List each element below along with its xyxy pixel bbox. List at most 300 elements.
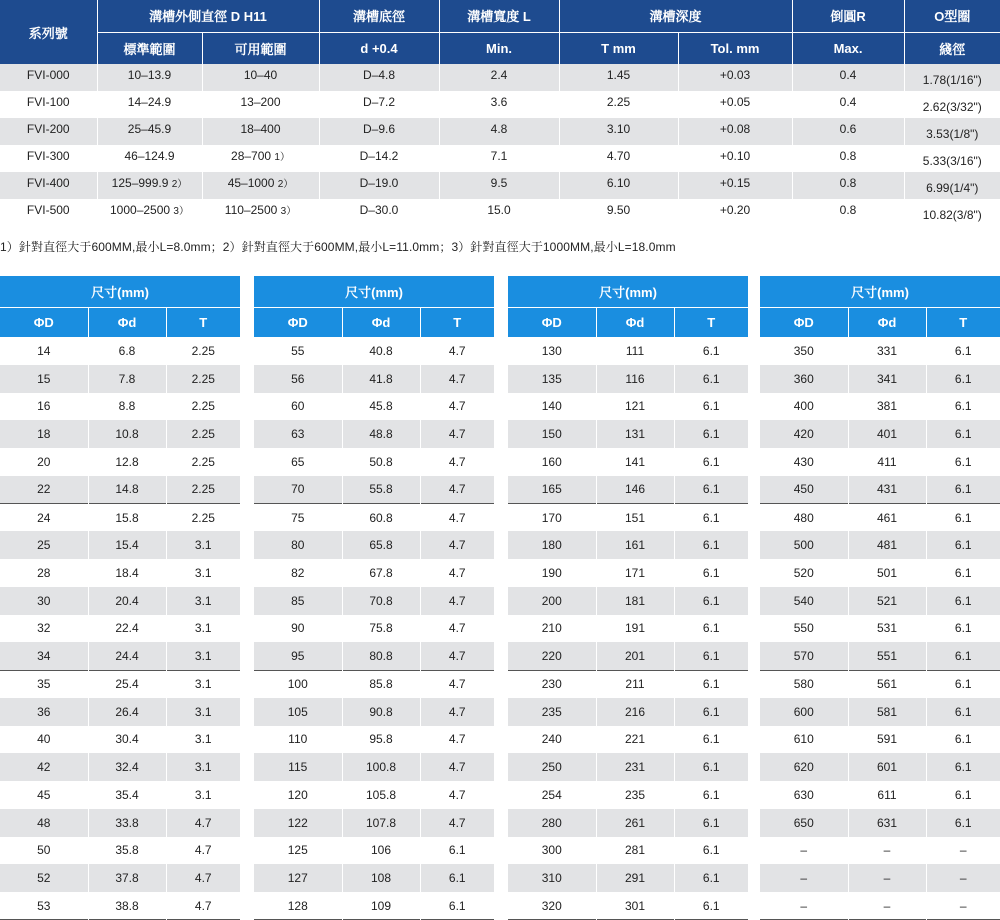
subheader-width-min: Min. — [439, 32, 559, 64]
cell-thickness: 4.7 — [420, 615, 494, 643]
cell-thickness: 6.1 — [674, 559, 748, 587]
spec-cell-series — [0, 64, 97, 91]
cell-outer-diameter: 65 — [254, 448, 342, 476]
spec-cell-width — [439, 145, 559, 172]
cell-outer-diameter: 430 — [760, 448, 848, 476]
dimension-row — [0, 531, 240, 559]
dimension-row — [760, 531, 1000, 559]
dimension-row — [508, 587, 748, 615]
cell-outer-diameter: 550 — [760, 615, 848, 643]
cell-outer-diameter: 32 — [0, 615, 88, 643]
cell-outer-diameter: 320 — [508, 892, 596, 920]
cell-inner-diameter: 7.8 — [88, 365, 166, 393]
dimension-row — [0, 615, 240, 643]
cell-value: D–4.8 — [362, 68, 396, 82]
dimension-row — [508, 892, 748, 920]
cell-inner-diameter: 24.4 — [88, 642, 166, 670]
cell-outer-diameter: 180 — [508, 531, 596, 559]
header-groove-depth: 溝槽深度 — [559, 0, 792, 32]
footnote: 1）針對直徑大于600MM,最小L=8.0mm；2）針對直徑大于600MM,最小L=11.0mm；3）針對直徑大于1000MM,最小L=18.0mm — [0, 240, 676, 254]
dimension-row — [254, 420, 494, 448]
cell-value: 25–45.9 — [127, 122, 172, 136]
cell-thickness: 2.25 — [166, 393, 240, 421]
spec-cell-tol — [678, 118, 792, 145]
cell-inner-diameter: 20.4 — [88, 587, 166, 615]
cell-thickness: 4.7 — [420, 642, 494, 670]
cell-outer-diameter: 127 — [254, 864, 342, 892]
cell-thickness: 4.7 — [420, 698, 494, 726]
dimension-row — [508, 726, 748, 754]
cell-value: 5.33(3/16") — [922, 154, 982, 168]
cell-inner-diameter: 14.8 — [88, 476, 166, 504]
subheader-standard-range: 標準範圍 — [97, 32, 202, 64]
cell-thickness: 6.1 — [674, 892, 748, 920]
cell-outer-diameter: 50 — [0, 837, 88, 865]
cell-outer-diameter: 240 — [508, 726, 596, 754]
cell-inner-diameter: 12.8 — [88, 448, 166, 476]
spec-cell-standard — [97, 64, 202, 91]
dimension-row — [254, 864, 494, 892]
cell-value: 9.50 — [606, 203, 631, 217]
cell-inner-diameter: 108 — [342, 864, 420, 892]
cell-inner-diameter: – — [848, 892, 926, 920]
cell-outer-diameter: – — [760, 864, 848, 892]
column-header-thickness: T — [166, 307, 240, 337]
spec-cell-wire — [904, 145, 1000, 172]
cell-thickness: 2.25 — [166, 365, 240, 393]
dimension-row — [0, 365, 240, 393]
cell-inner-diameter: 601 — [848, 753, 926, 781]
cell-value: 2.4 — [490, 68, 508, 82]
cell-thickness: 4.7 — [420, 476, 494, 504]
dimension-row — [0, 587, 240, 615]
subheader-bottom-tolerance: d +0.4 — [319, 32, 439, 64]
cell-thickness: 6.1 — [674, 615, 748, 643]
dimension-row — [0, 726, 240, 754]
cell-inner-diameter: 25.4 — [88, 670, 166, 698]
cell-outer-diameter: 135 — [508, 365, 596, 393]
cell-outer-diameter: 110 — [254, 726, 342, 754]
dimension-row — [0, 337, 240, 365]
cell-thickness: 6.1 — [420, 864, 494, 892]
cell-thickness: 3.1 — [166, 642, 240, 670]
spec-cell-usable — [202, 199, 319, 226]
spec-cell-r — [792, 145, 904, 172]
cell-inner-diameter: 341 — [848, 365, 926, 393]
cell-outer-diameter: 280 — [508, 809, 596, 837]
cell-thickness: 6.1 — [674, 837, 748, 865]
cell-value: FVI-400 — [26, 176, 70, 190]
cell-thickness: 6.1 — [674, 504, 748, 532]
cell-footnote-marker: 1） — [274, 152, 290, 163]
dimension-row — [760, 448, 1000, 476]
cell-outer-diameter: 53 — [0, 892, 88, 920]
cell-value: FVI-500 — [26, 203, 70, 217]
cell-outer-diameter: 420 — [760, 420, 848, 448]
cell-inner-diameter: 146 — [596, 476, 674, 504]
dimension-row — [254, 337, 494, 365]
cell-footnote-marker: 3） — [173, 206, 189, 217]
spec-cell-standard — [97, 91, 202, 118]
spec-cell-depth — [559, 199, 678, 226]
cell-thickness: 6.1 — [674, 337, 748, 365]
cell-outer-diameter: 350 — [760, 337, 848, 365]
dimension-row — [254, 753, 494, 781]
cell-inner-diameter: 109 — [342, 892, 420, 920]
spec-cell-usable — [202, 91, 319, 118]
column-header-thickness: T — [674, 307, 748, 337]
dimension-row — [254, 837, 494, 865]
cell-outer-diameter: 95 — [254, 642, 342, 670]
cell-value: 6.10 — [606, 176, 631, 190]
cell-thickness: 4.7 — [420, 753, 494, 781]
spec-cell-standard — [97, 145, 202, 172]
cell-thickness: – — [926, 837, 1000, 865]
cell-value: 7.1 — [490, 149, 508, 163]
cell-outer-diameter: 230 — [508, 670, 596, 698]
cell-thickness: 3.1 — [166, 753, 240, 781]
cell-inner-diameter: 100.8 — [342, 753, 420, 781]
cell-outer-diameter: 18 — [0, 420, 88, 448]
cell-inner-diameter: 581 — [848, 698, 926, 726]
dimension-row — [0, 864, 240, 892]
cell-thickness: 4.7 — [420, 670, 494, 698]
cell-value: 4.8 — [490, 122, 508, 136]
cell-outer-diameter: 400 — [760, 393, 848, 421]
cell-value: FVI-300 — [26, 149, 70, 163]
cell-thickness: 6.1 — [926, 698, 1000, 726]
cell-outer-diameter: 105 — [254, 698, 342, 726]
dimension-row — [0, 420, 240, 448]
cell-outer-diameter: 16 — [0, 393, 88, 421]
column-header-outer-diameter: ΦD — [508, 307, 596, 337]
dimension-row — [508, 781, 748, 809]
cell-outer-diameter: – — [760, 892, 848, 920]
dimension-table-title: 尺寸(mm) — [508, 276, 748, 307]
cell-outer-diameter: 200 — [508, 587, 596, 615]
cell-inner-diameter: 95.8 — [342, 726, 420, 754]
cell-value: D–19.0 — [359, 176, 399, 190]
cell-outer-diameter: 125 — [254, 837, 342, 865]
cell-inner-diameter: 431 — [848, 476, 926, 504]
cell-value: 3.6 — [490, 95, 508, 109]
cell-thickness: 6.1 — [420, 837, 494, 865]
cell-value: D–7.2 — [362, 95, 396, 109]
cell-value: 28–700 — [231, 149, 272, 163]
spec-cell-wire — [904, 199, 1000, 226]
dimension-row — [508, 809, 748, 837]
cell-outer-diameter: 500 — [760, 531, 848, 559]
cell-inner-diameter: 301 — [596, 892, 674, 920]
cell-outer-diameter: 55 — [254, 337, 342, 365]
spec-cell-tol — [678, 172, 792, 199]
cell-value: 0.8 — [839, 176, 857, 190]
cell-thickness: 4.7 — [420, 337, 494, 365]
cell-thickness: 6.1 — [926, 781, 1000, 809]
dimension-row — [0, 642, 240, 670]
cell-inner-diameter: 121 — [596, 393, 674, 421]
cell-value: +0.05 — [719, 95, 751, 109]
column-header-thickness: T — [926, 307, 1000, 337]
dimension-row — [0, 476, 240, 504]
cell-outer-diameter: 480 — [760, 504, 848, 532]
spec-row — [0, 199, 1000, 226]
cell-inner-diameter: 481 — [848, 531, 926, 559]
dimension-table-1 — [0, 276, 240, 920]
dimension-row — [254, 559, 494, 587]
cell-inner-diameter: 80.8 — [342, 642, 420, 670]
dimension-row — [760, 559, 1000, 587]
dimension-row — [760, 698, 1000, 726]
cell-outer-diameter: 115 — [254, 753, 342, 781]
cell-outer-diameter: 52 — [0, 864, 88, 892]
cell-inner-diameter: 611 — [848, 781, 926, 809]
dimension-row — [760, 393, 1000, 421]
cell-thickness: 6.1 — [674, 781, 748, 809]
dimension-row — [760, 615, 1000, 643]
cell-outer-diameter: 120 — [254, 781, 342, 809]
dimension-row — [0, 670, 240, 698]
dimension-row — [760, 337, 1000, 365]
spec-table-body — [0, 64, 1000, 226]
spec-cell-r — [792, 64, 904, 91]
spec-cell-series — [0, 91, 97, 118]
cell-value: FVI-200 — [26, 122, 70, 136]
cell-outer-diameter: 35 — [0, 670, 88, 698]
dimension-row — [760, 837, 1000, 865]
cell-inner-diameter: 10.8 — [88, 420, 166, 448]
dimension-row — [0, 393, 240, 421]
spec-cell-wire — [904, 118, 1000, 145]
cell-thickness: 6.1 — [926, 642, 1000, 670]
cell-inner-diameter: 35.8 — [88, 837, 166, 865]
dimension-row — [508, 420, 748, 448]
cell-value: 3.53(1/8") — [926, 127, 979, 141]
header-chamfer-r: 倒圓R — [792, 0, 904, 32]
header-groove-width: 溝槽寬度 L — [439, 0, 559, 32]
column-header-inner-diameter: Φd — [596, 307, 674, 337]
spec-cell-usable — [202, 118, 319, 145]
dimension-row — [254, 587, 494, 615]
cell-inner-diameter: 30.4 — [88, 726, 166, 754]
cell-inner-diameter: 291 — [596, 864, 674, 892]
spec-cell-tol — [678, 64, 792, 91]
dimension-table-2 — [254, 276, 494, 920]
cell-outer-diameter: 210 — [508, 615, 596, 643]
cell-outer-diameter: 160 — [508, 448, 596, 476]
cell-inner-diameter: 191 — [596, 615, 674, 643]
cell-inner-diameter: 106 — [342, 837, 420, 865]
dimension-row — [508, 337, 748, 365]
spec-row — [0, 172, 1000, 199]
column-header-outer-diameter: ΦD — [760, 307, 848, 337]
cell-inner-diameter: 561 — [848, 670, 926, 698]
cell-thickness: 6.1 — [674, 864, 748, 892]
cell-outer-diameter: 36 — [0, 698, 88, 726]
dimension-row — [254, 726, 494, 754]
cell-inner-diameter: 261 — [596, 809, 674, 837]
cell-outer-diameter: 34 — [0, 642, 88, 670]
spec-cell-series — [0, 199, 97, 226]
spec-cell-wire — [904, 91, 1000, 118]
dimension-table-3 — [508, 276, 748, 920]
cell-inner-diameter: 105.8 — [342, 781, 420, 809]
dimension-table-4 — [760, 276, 1000, 920]
cell-inner-diameter: 151 — [596, 504, 674, 532]
header-series: 系列號 — [0, 0, 97, 64]
dimension-row — [508, 837, 748, 865]
cell-value: 18–400 — [240, 122, 281, 136]
dimension-row — [254, 448, 494, 476]
cell-outer-diameter: 30 — [0, 587, 88, 615]
cell-thickness: – — [926, 892, 1000, 920]
spec-cell-depth — [559, 118, 678, 145]
cell-outer-diameter: 85 — [254, 587, 342, 615]
cell-value: 15.0 — [487, 203, 511, 217]
cell-value: FVI-100 — [26, 95, 70, 109]
cell-inner-diameter: 521 — [848, 587, 926, 615]
cell-inner-diameter: 401 — [848, 420, 926, 448]
cell-outer-diameter: 630 — [760, 781, 848, 809]
cell-thickness: 4.7 — [420, 559, 494, 587]
subheader-usable-range: 可用範圍 — [202, 32, 319, 64]
dimension-row — [0, 753, 240, 781]
dimension-row — [508, 615, 748, 643]
dimension-row — [254, 642, 494, 670]
cell-thickness: 6.1 — [674, 642, 748, 670]
cell-outer-diameter: 15 — [0, 365, 88, 393]
cell-inner-diameter: 48.8 — [342, 420, 420, 448]
spec-cell-standard — [97, 118, 202, 145]
spec-cell-tol — [678, 145, 792, 172]
cell-inner-diameter: 75.8 — [342, 615, 420, 643]
cell-thickness: 2.25 — [166, 448, 240, 476]
cell-thickness: 6.1 — [674, 753, 748, 781]
cell-inner-diameter: 33.8 — [88, 809, 166, 837]
cell-thickness: 6.1 — [674, 670, 748, 698]
cell-thickness: 2.25 — [166, 337, 240, 365]
cell-outer-diameter: 122 — [254, 809, 342, 837]
cell-thickness: 2.25 — [166, 420, 240, 448]
spec-row — [0, 118, 1000, 145]
spec-cell-r — [792, 172, 904, 199]
cell-outer-diameter: 254 — [508, 781, 596, 809]
cell-thickness: 6.1 — [674, 726, 748, 754]
cell-value: +0.08 — [719, 122, 751, 136]
cell-thickness: 6.1 — [926, 531, 1000, 559]
dimension-row — [0, 448, 240, 476]
cell-thickness: 6.1 — [674, 809, 748, 837]
cell-thickness: 6.1 — [420, 892, 494, 920]
cell-value: +0.20 — [719, 203, 751, 217]
dimension-row — [0, 781, 240, 809]
spec-cell-depth — [559, 172, 678, 199]
spec-cell-standard — [97, 172, 202, 199]
spec-cell-depth — [559, 91, 678, 118]
subheader-depth-tolerance: Tol. mm — [678, 32, 792, 64]
cell-thickness: 6.1 — [674, 531, 748, 559]
cell-thickness: 4.7 — [420, 420, 494, 448]
spec-cell-series — [0, 118, 97, 145]
cell-outer-diameter: 140 — [508, 393, 596, 421]
cell-outer-diameter: 540 — [760, 587, 848, 615]
dimension-row — [254, 892, 494, 920]
cell-inner-diameter: 591 — [848, 726, 926, 754]
spec-cell-series — [0, 172, 97, 199]
spec-row — [0, 91, 1000, 118]
cell-thickness: 6.1 — [926, 504, 1000, 532]
cell-inner-diameter: 60.8 — [342, 504, 420, 532]
dimension-row — [0, 892, 240, 920]
dimension-row — [760, 670, 1000, 698]
dimension-row — [254, 670, 494, 698]
cell-outer-diameter: 70 — [254, 476, 342, 504]
dimension-row — [760, 726, 1000, 754]
cell-inner-diameter: 8.8 — [88, 393, 166, 421]
cell-value: +0.15 — [719, 176, 751, 190]
cell-outer-diameter: 450 — [760, 476, 848, 504]
dimension-row — [760, 420, 1000, 448]
dimension-row — [254, 615, 494, 643]
cell-thickness: 4.7 — [420, 365, 494, 393]
spec-cell-standard — [97, 199, 202, 226]
cell-outer-diameter: 600 — [760, 698, 848, 726]
cell-inner-diameter: 181 — [596, 587, 674, 615]
cell-inner-diameter: 32.4 — [88, 753, 166, 781]
cell-outer-diameter: 360 — [760, 365, 848, 393]
cell-inner-diameter: 40.8 — [342, 337, 420, 365]
cell-thickness: 6.1 — [926, 809, 1000, 837]
spec-cell-usable — [202, 145, 319, 172]
dimension-row — [0, 504, 240, 532]
spec-cell-usable — [202, 64, 319, 91]
cell-thickness: 6.1 — [926, 420, 1000, 448]
header-oring: O型圈 — [904, 0, 1000, 32]
cell-outer-diameter: 45 — [0, 781, 88, 809]
cell-outer-diameter: 580 — [760, 670, 848, 698]
spec-cell-bottom — [319, 145, 439, 172]
cell-outer-diameter: 63 — [254, 420, 342, 448]
cell-thickness: 3.1 — [166, 531, 240, 559]
cell-footnote-marker: 2） — [171, 179, 188, 190]
cell-inner-diameter: 65.8 — [342, 531, 420, 559]
cell-outer-diameter: 128 — [254, 892, 342, 920]
dimension-row — [760, 864, 1000, 892]
cell-thickness: 6.1 — [926, 559, 1000, 587]
cell-thickness: 4.7 — [420, 448, 494, 476]
dimension-row — [254, 698, 494, 726]
dimension-row — [760, 809, 1000, 837]
cell-value: 1000–2500 — [110, 203, 171, 217]
dimension-row — [508, 393, 748, 421]
cell-outer-diameter: – — [760, 837, 848, 865]
cell-inner-diameter: 381 — [848, 393, 926, 421]
cell-value: 4.70 — [606, 149, 631, 163]
cell-inner-diameter: 26.4 — [88, 698, 166, 726]
cell-thickness: 3.1 — [166, 781, 240, 809]
cell-value: 0.8 — [839, 149, 857, 163]
cell-value: 10–40 — [243, 68, 278, 82]
cell-thickness: 4.7 — [420, 781, 494, 809]
cell-inner-diameter: 411 — [848, 448, 926, 476]
spec-cell-bottom — [319, 172, 439, 199]
cell-thickness: 6.1 — [926, 726, 1000, 754]
column-header-outer-diameter: ΦD — [254, 307, 342, 337]
spec-cell-bottom — [319, 91, 439, 118]
spec-cell-wire — [904, 64, 1000, 91]
cell-inner-diameter: 221 — [596, 726, 674, 754]
cell-thickness: 6.1 — [926, 753, 1000, 781]
